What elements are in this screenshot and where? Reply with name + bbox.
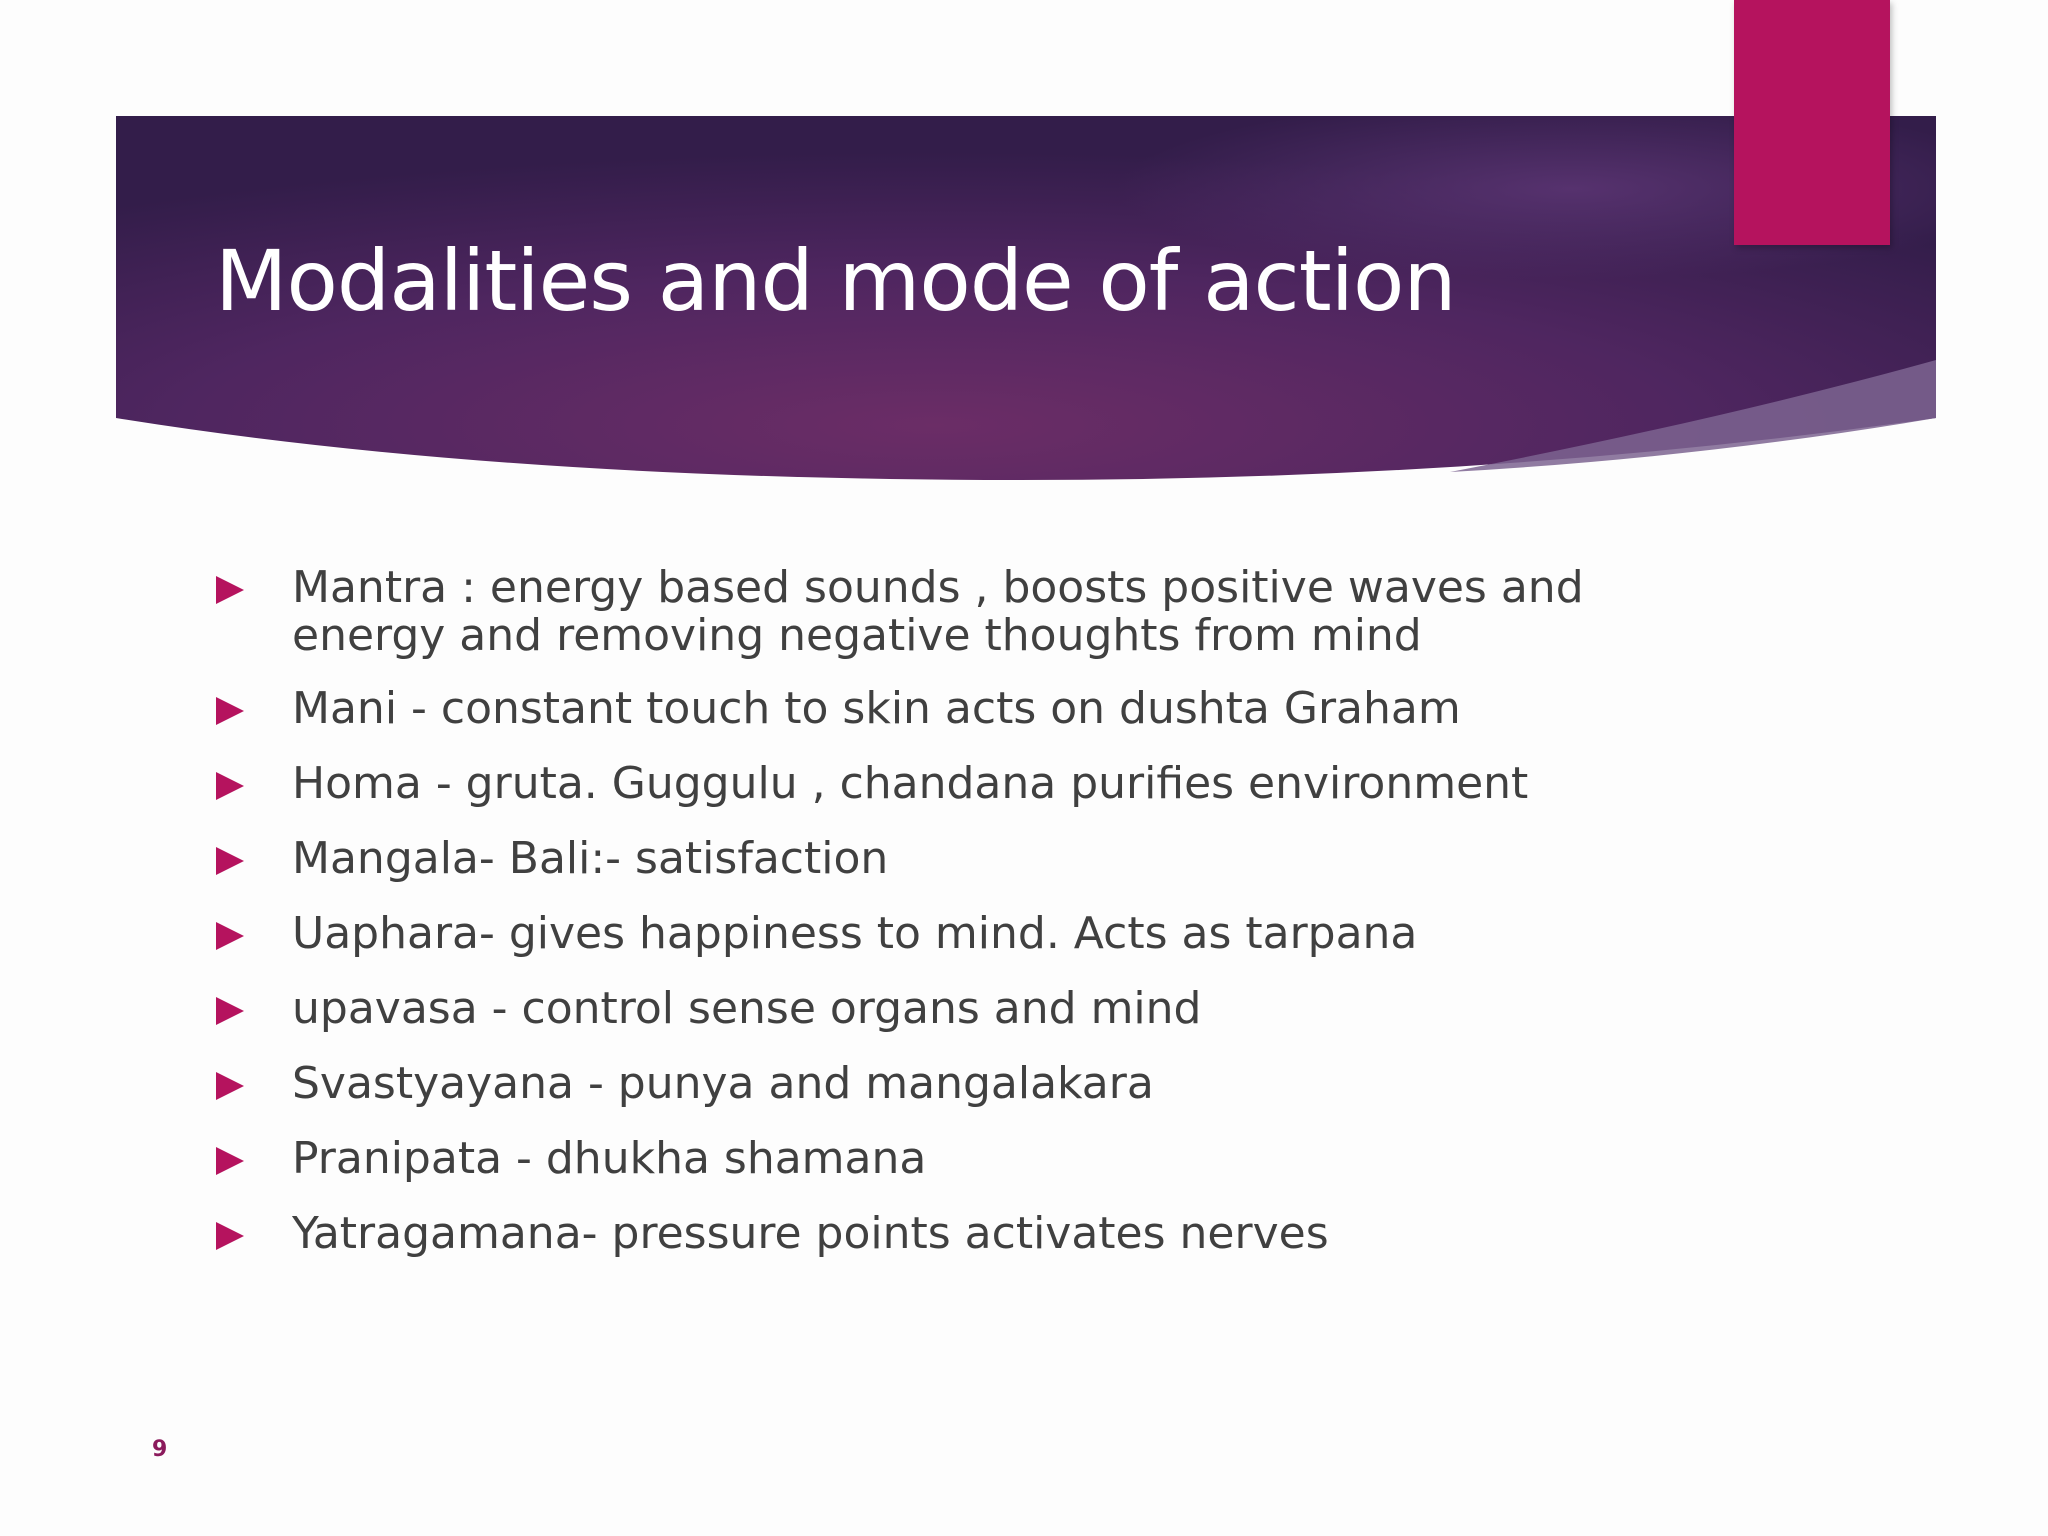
- slide-number: 9: [152, 1437, 168, 1462]
- triangle-right-icon: [216, 997, 244, 1025]
- bullet-text: Yatragamana- pressure points activates nerves: [292, 1208, 1329, 1259]
- triangle-right-icon: [216, 1222, 244, 1250]
- slide-title: Modalities and mode of action: [215, 232, 1456, 330]
- bullet-text: upavasa - control sense organs and mind: [292, 983, 1202, 1034]
- triangle-right-icon: [216, 1072, 244, 1100]
- bullet-text: Homa - gruta. Guggulu , chandana purifies environment: [292, 758, 1529, 809]
- bullet-text: Pranipata - dhukha shamana: [292, 1133, 927, 1184]
- bullet-text: Mangala- Bali:- satisfaction: [292, 833, 889, 884]
- triangle-right-icon: [216, 576, 244, 604]
- triangle-right-icon: [216, 697, 244, 725]
- triangle-right-icon: [216, 922, 244, 950]
- triangle-right-icon: [216, 772, 244, 800]
- triangle-right-icon: [216, 847, 244, 875]
- bullet-text: Uaphara- gives happiness to mind. Acts as tarpana: [292, 908, 1418, 959]
- bullet-text: energy and removing negative thoughts from mind: [292, 610, 1422, 661]
- bullet-text: Svastyayana - punya and mangalakara: [292, 1058, 1154, 1109]
- bullet-text: Mani - constant touch to skin acts on dushta Graham: [292, 683, 1461, 734]
- bullet-text: Mantra : energy based sounds , boosts positive waves and: [292, 562, 1584, 613]
- triangle-right-icon: [216, 1147, 244, 1175]
